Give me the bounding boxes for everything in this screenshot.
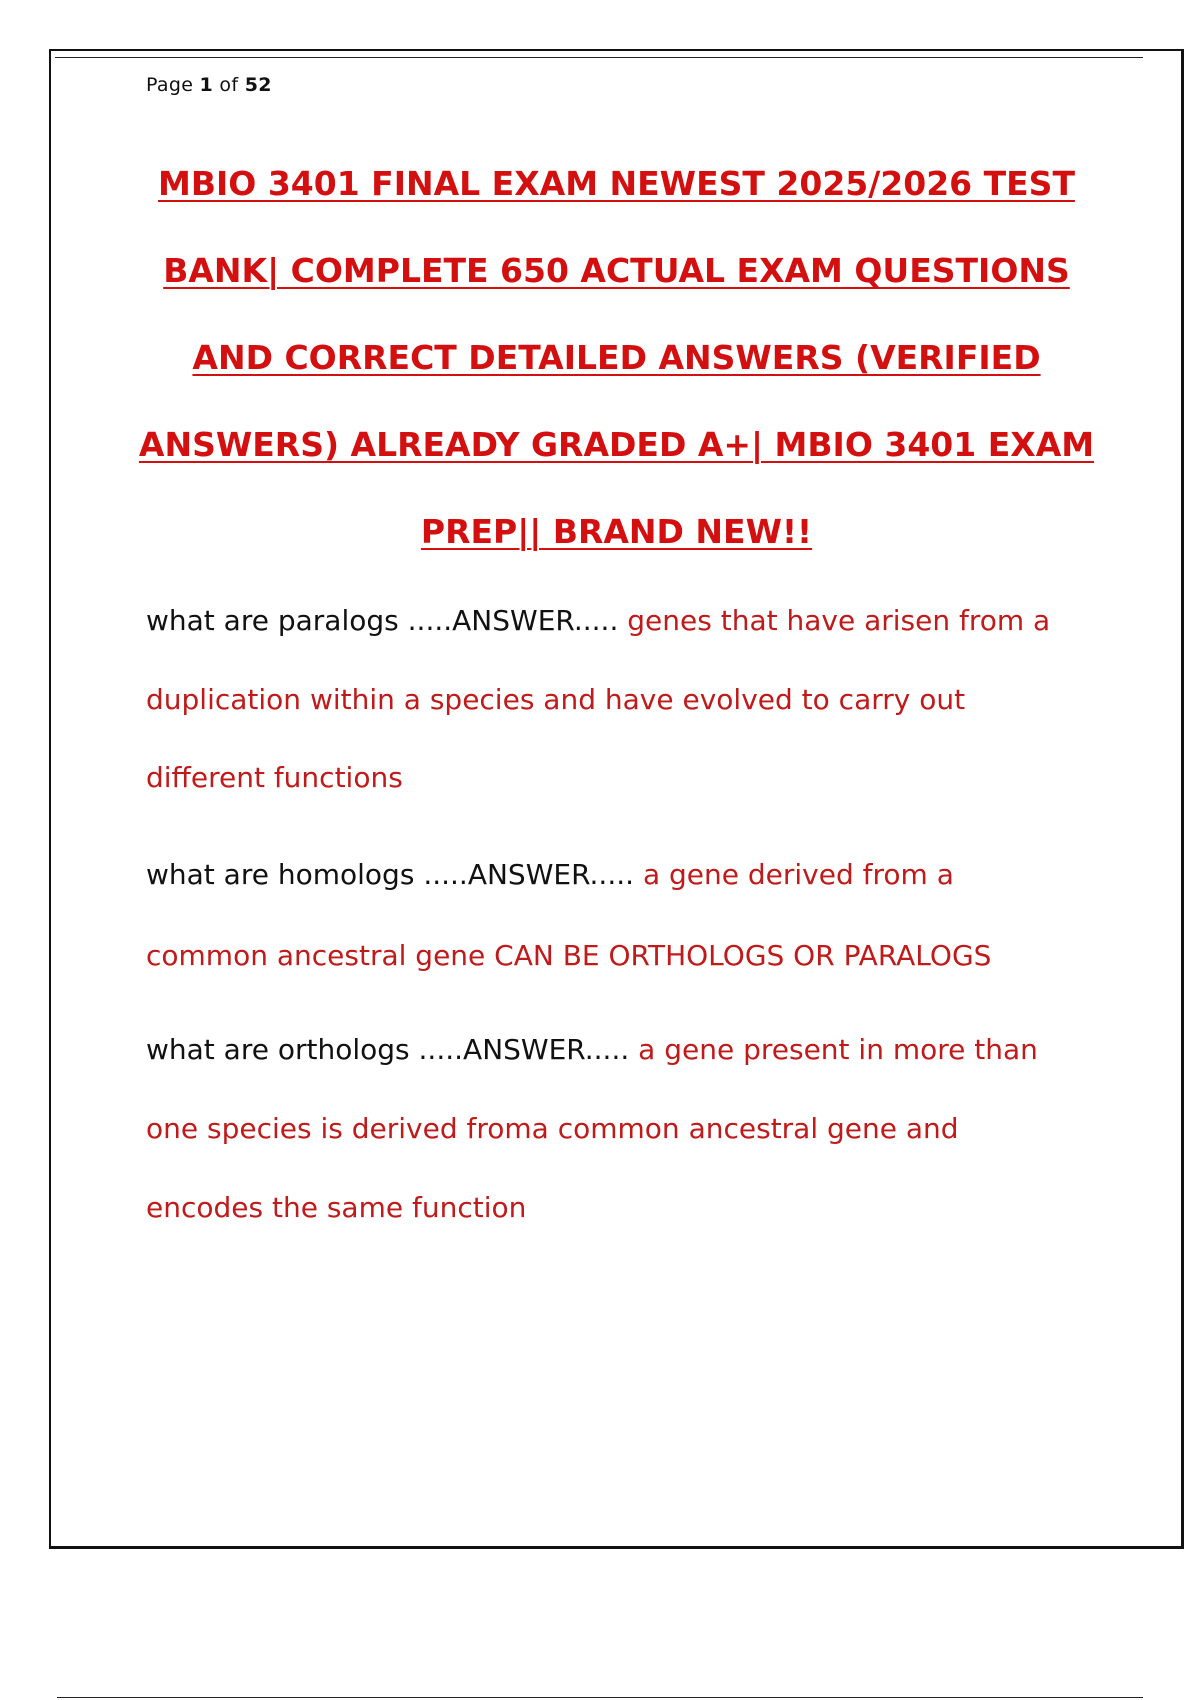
footer-rule xyxy=(57,1697,1143,1698)
title-line: PREP|| BRAND NEW!! xyxy=(420,512,813,551)
answer-text: different functions xyxy=(146,761,403,794)
answer-text: genes that have arisen from a xyxy=(627,604,1051,637)
page-number xyxy=(146,74,272,96)
qa-item xyxy=(146,582,1136,818)
current-page: 1 xyxy=(199,74,214,96)
title-line: ANSWERS) ALREADY GRADED A+| MBIO 3401 EXAM xyxy=(138,425,1095,464)
qa-line xyxy=(146,582,1136,661)
answer-text: duplication within a species and have evolved to carry out xyxy=(146,682,966,716)
qa-line xyxy=(146,1010,1136,1089)
total-pages: 52 xyxy=(244,74,272,96)
qa-line xyxy=(146,834,1136,915)
answer-text: encodes the same function xyxy=(146,1191,527,1224)
answer-text: a gene derived from a xyxy=(642,858,954,891)
answer-text: one species is derived froma common ancestral gene and xyxy=(146,1112,959,1145)
of-label: of xyxy=(219,74,239,96)
title-line: MBIO 3401 FINAL EXAM NEWEST 2025/2026 TEST xyxy=(158,164,1075,203)
title-line: BANK| COMPLETE 650 ACTUAL EXAM QUESTIONS xyxy=(163,251,1070,290)
answer-text: a gene present in more than xyxy=(638,1033,1038,1066)
qa-item xyxy=(146,834,1136,996)
page-label: Page xyxy=(146,74,194,96)
question-text: what are paralogs .....ANSWER..... xyxy=(146,604,619,637)
answer-text: common ancestral gene CAN BE ORTHOLOGS OR PARALOGS xyxy=(146,939,992,972)
document-title xyxy=(120,140,1113,575)
question-text: what are orthologs .....ANSWER..... xyxy=(146,1033,630,1066)
question-text: what are homologs .....ANSWER..... xyxy=(146,858,635,891)
title-line: AND CORRECT DETAILED ANSWERS (VERIFIED xyxy=(192,338,1041,377)
header-rule xyxy=(55,57,1143,58)
qa-item xyxy=(146,1010,1136,1247)
